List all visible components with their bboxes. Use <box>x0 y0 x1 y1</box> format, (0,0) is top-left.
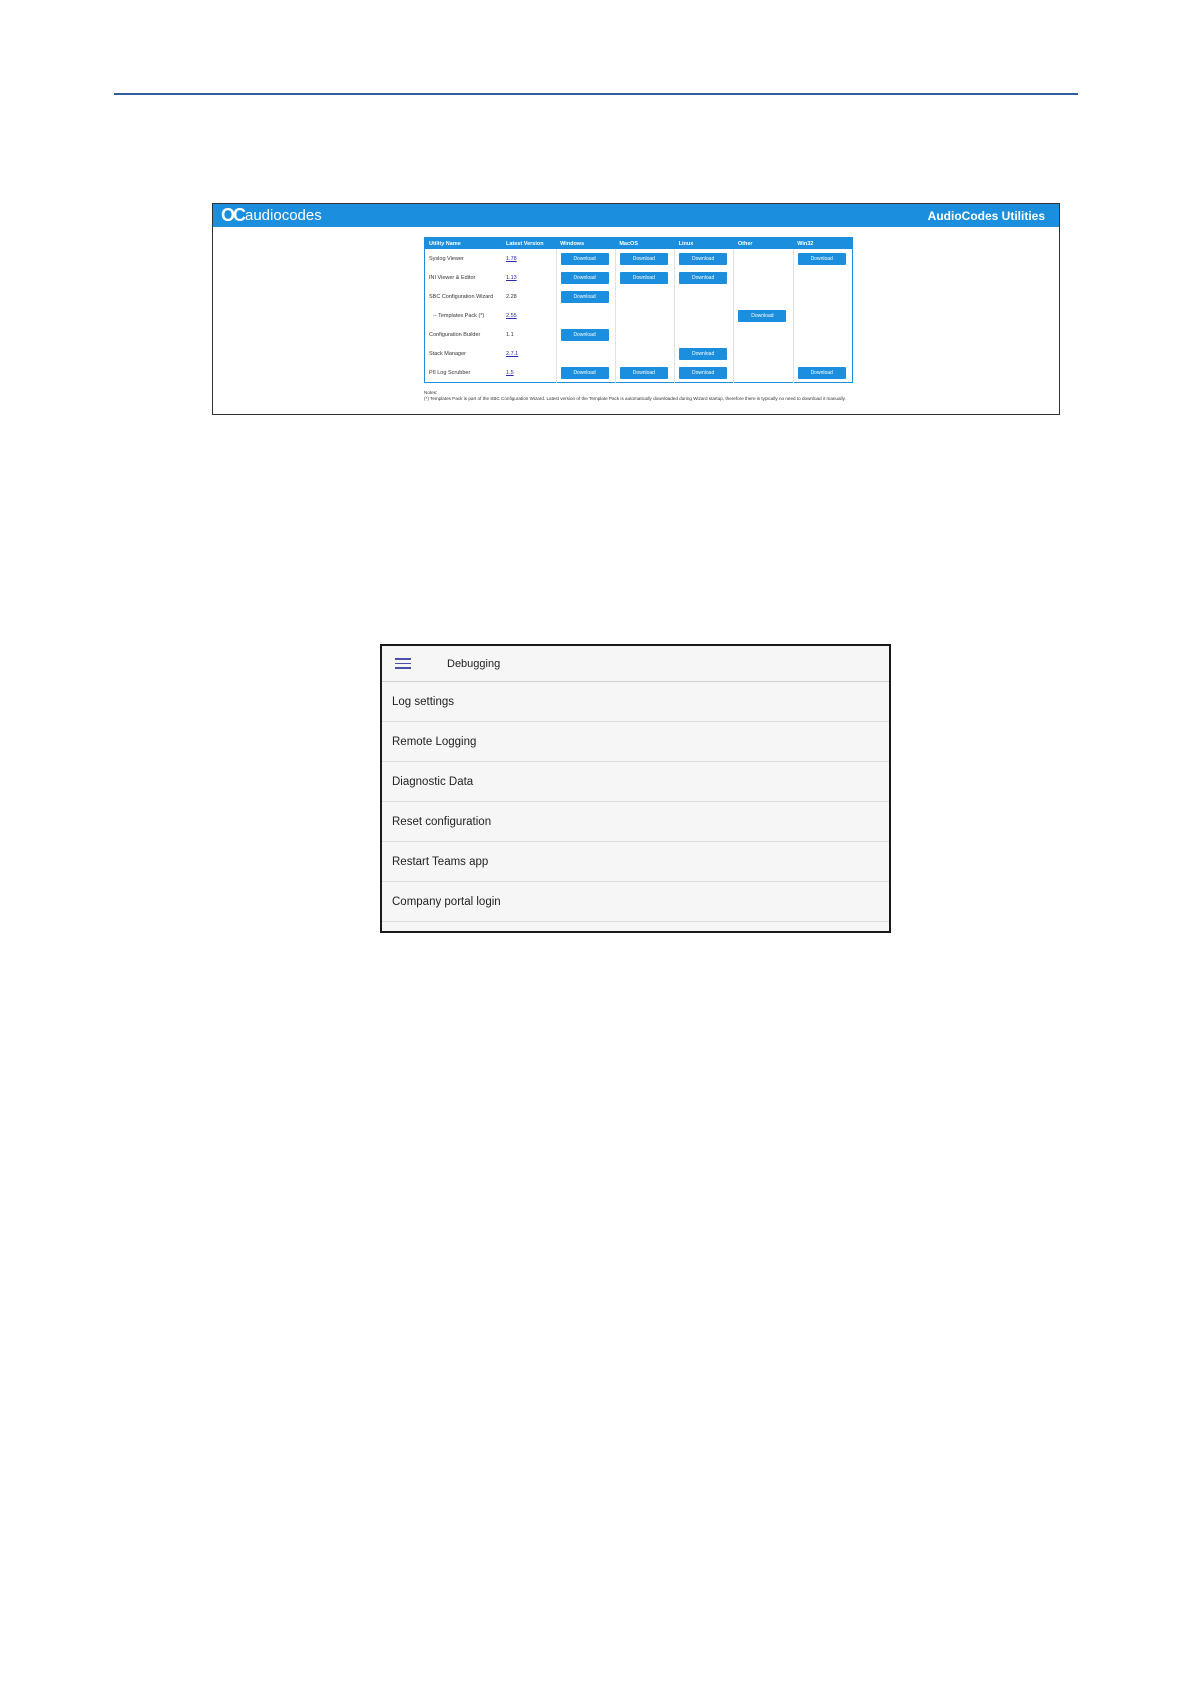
download-other-button[interactable]: Download <box>738 310 786 322</box>
utility-name: Configuration Builder <box>429 331 481 338</box>
download-windows-button[interactable]: Download <box>561 291 609 303</box>
download-linux-button[interactable]: Download <box>679 367 727 379</box>
menu-item-reset-configuration[interactable]: Reset configuration <box>382 802 889 842</box>
col-win32: Win32 <box>793 238 852 250</box>
utility-name: INI Viewer & Editor <box>429 274 476 281</box>
table-row <box>425 287 853 306</box>
download-macos-button[interactable]: Download <box>620 367 668 379</box>
download-windows-button[interactable]: Download <box>561 272 609 284</box>
utility-name: Syslog Viewer <box>429 255 464 262</box>
table-row <box>425 325 853 344</box>
download-windows-button[interactable]: Download <box>561 253 609 265</box>
menu-icon[interactable] <box>395 658 411 669</box>
version-link[interactable]: 2.7.1 <box>505 350 519 357</box>
logo-mark-icon: OC <box>221 205 244 225</box>
col-macos: MacOS <box>615 238 674 250</box>
table-row <box>425 344 853 363</box>
download-linux-button[interactable]: Download <box>679 348 727 360</box>
page-header-rule <box>114 93 1078 95</box>
version-link[interactable]: 1.5 <box>505 369 514 376</box>
download-win32-button[interactable]: Download <box>798 367 846 379</box>
col-latest-version: Latest Version <box>502 238 556 250</box>
col-utility-name: Utility Name <box>425 238 502 250</box>
debugging-header <box>382 646 889 682</box>
menu-item-log-settings[interactable]: Log settings <box>382 682 889 722</box>
menu-item-restart-teams-app[interactable]: Restart Teams app <box>382 842 889 882</box>
utilities-title: AudioCodes Utilities <box>927 208 1045 223</box>
download-win32-button[interactable]: Download <box>798 253 846 265</box>
menu-item-company-portal-login[interactable]: Company portal login <box>382 882 889 922</box>
debugging-screen-figure <box>380 644 891 933</box>
utilities-table <box>424 237 853 383</box>
utility-name: PII Log Scrubber <box>429 369 471 376</box>
version-text: 2.28 <box>505 293 517 300</box>
download-macos-button[interactable]: Download <box>620 272 668 284</box>
download-linux-button[interactable]: Download <box>679 253 727 265</box>
notes-heading: Notes: <box>424 390 438 395</box>
table-header-row <box>425 238 853 250</box>
col-windows: Windows <box>556 238 615 250</box>
download-windows-button[interactable]: Download <box>561 367 609 379</box>
version-text: 1.1 <box>505 331 514 338</box>
audiocodes-utilities-figure <box>212 203 1060 415</box>
notes-text: (*) Templates Pack is part of the SBC Configuration Wizard. Latest version of the Template Pack is automatically downloaded during Wizard startup, therefore there is typically no need to download it manually. <box>424 395 846 401</box>
utility-name: SBC Configuration Wizard <box>429 293 494 300</box>
audiocodes-logo[interactable] <box>221 205 322 226</box>
col-other: Other <box>734 238 793 250</box>
table-notes <box>424 390 854 401</box>
version-link[interactable]: 2.55 <box>505 312 517 319</box>
menu-item-diagnostic-data[interactable]: Diagnostic Data <box>382 762 889 802</box>
utility-name: Stack Manager <box>429 350 466 357</box>
download-windows-button[interactable]: Download <box>561 329 609 341</box>
table-row <box>425 268 853 287</box>
utilities-header <box>213 204 1059 227</box>
version-link[interactable]: 1.13 <box>505 274 517 281</box>
version-link[interactable]: 1.78 <box>505 255 517 262</box>
download-linux-button[interactable]: Download <box>679 272 727 284</box>
logo-text: audiocodes <box>245 207 322 224</box>
col-linux: Linux <box>675 238 734 250</box>
download-macos-button[interactable]: Download <box>620 253 668 265</box>
debugging-title: Debugging <box>447 657 501 670</box>
table-row <box>425 306 853 325</box>
table-row <box>425 363 853 383</box>
menu-item-remote-logging[interactable]: Remote Logging <box>382 722 889 762</box>
utility-name: -- Templates Pack (*) <box>433 312 485 319</box>
table-row <box>425 249 853 268</box>
